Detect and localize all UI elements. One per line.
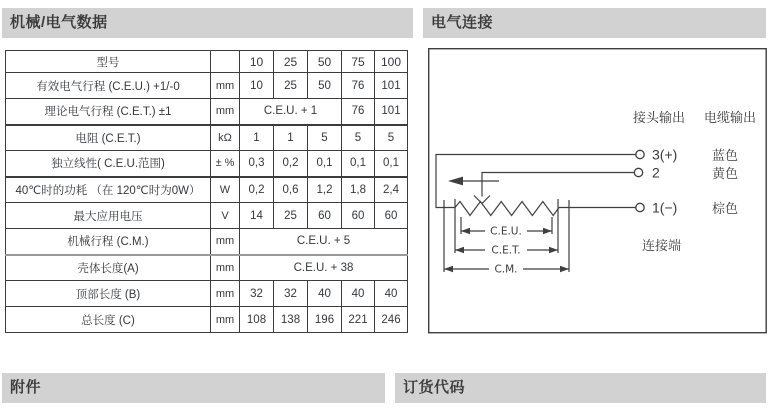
connection-diagram: [427, 48, 767, 334]
terminal-3-circle: [636, 150, 644, 158]
cell: 40: [375, 281, 408, 307]
header-col: 50: [308, 51, 342, 73]
wire-color-brown-label: 棕色: [712, 201, 739, 216]
cell: 76: [342, 99, 375, 125]
row-label: 独立线性( C.E.U.范围): [6, 151, 211, 177]
row-label: 有效电气行程 (C.E.U.) +1/-0: [6, 73, 211, 99]
cell: 0,6: [274, 177, 308, 203]
cell: 40: [342, 281, 375, 307]
cell: 32: [240, 281, 274, 307]
terminal-1-circle: [636, 203, 644, 211]
cell: 25: [274, 203, 308, 229]
row-unit: mm: [211, 307, 240, 333]
table-row: [6, 281, 408, 307]
pin-1-label: 1(−): [652, 199, 678, 216]
row-unit: V: [211, 203, 240, 229]
row-unit: kΩ: [211, 125, 240, 151]
terminal-2-circle: [634, 168, 642, 176]
pin-3-label: 3(+): [652, 146, 678, 163]
row-label: 理论电气行程 (C.E.T.) ±1: [6, 99, 211, 125]
cell: 1: [240, 125, 274, 151]
table-row: [6, 125, 408, 151]
cell: 5: [308, 125, 342, 151]
cell: 60: [375, 203, 408, 229]
cell: 0,1: [308, 151, 342, 177]
row-label: 机械行程 (C.M.): [6, 229, 211, 255]
table-row: [6, 229, 408, 255]
table-row: [6, 151, 408, 177]
row-label: 顶部长度 (B): [6, 281, 211, 307]
cell: 5: [342, 125, 375, 151]
connection-end-label: 连接端: [642, 238, 682, 253]
header-model-label: 型号: [6, 51, 211, 73]
cell: 138: [274, 307, 308, 333]
cell: 76: [342, 73, 375, 99]
cell: C.E.U. + 5: [240, 229, 408, 255]
row-unit: ± %: [211, 151, 240, 177]
cm-arrowhead-right: [560, 266, 569, 272]
wire-color-yellow-label: 黄色: [712, 166, 739, 181]
wire-terminal-2: [482, 173, 634, 197]
ceu-arrowhead-left: [461, 228, 470, 234]
cell: 2,4: [375, 177, 408, 203]
table-row: [6, 203, 408, 229]
cell: 101: [375, 73, 408, 99]
cet-arrowhead-left: [455, 247, 464, 253]
section-title-accessories: 附件: [2, 373, 385, 403]
row-label: 壳体长度(A): [6, 255, 211, 281]
circuit-wires: [436, 155, 636, 273]
row-unit: mm: [211, 255, 240, 281]
pin-2-label: 2: [652, 164, 660, 181]
dim-label-cm: C.M.: [494, 263, 518, 276]
row-unit: mm: [211, 229, 240, 255]
cm-arrowhead-left: [444, 266, 453, 272]
cell: 14: [240, 203, 274, 229]
row-label: 总长度 (C): [6, 307, 211, 333]
cell: 196: [308, 307, 342, 333]
cell: 40: [308, 281, 342, 307]
section-title-electrical-connection: 电气连接: [423, 8, 766, 38]
ceu-arrowhead-right: [543, 228, 552, 234]
cell: 101: [375, 99, 408, 125]
cell: 0,2: [274, 151, 308, 177]
cell: 50: [308, 73, 342, 99]
table-row: [6, 255, 408, 281]
table-row: [6, 307, 408, 333]
cell: 108: [240, 307, 274, 333]
cell: C.E.U. + 1: [240, 99, 342, 125]
section-title-mechanical-electrical-data: 机械/电气数据: [2, 8, 413, 38]
terminal-circles: [634, 150, 644, 211]
wiper-contact: [474, 196, 490, 204]
cell: 10: [240, 73, 274, 99]
cell: 246: [375, 307, 408, 333]
header-col: 10: [240, 51, 274, 73]
motion-arrowhead: [448, 177, 463, 186]
table-row: [6, 99, 408, 125]
header-col: 100: [375, 51, 408, 73]
table-header-row: [6, 51, 408, 73]
cell: 0,1: [375, 151, 408, 177]
cell: 0,2: [240, 177, 274, 203]
section-title-order-code: 订货代码: [395, 373, 766, 403]
row-unit: mm: [211, 281, 240, 307]
wire-color-blue-label: 蓝色: [712, 148, 739, 163]
row-label: 最大应用电压: [6, 203, 211, 229]
resistor-zigzag: [455, 202, 559, 216]
arrowheads: [444, 177, 569, 273]
header-unit-cell: [211, 51, 240, 73]
cell: 32: [274, 281, 308, 307]
row-label: 40℃时的功耗 （在 120℃时为0W）: [6, 177, 211, 203]
diagram-frame: [429, 49, 767, 333]
cell: C.E.U. + 38: [240, 255, 408, 281]
row-unit: W: [211, 177, 240, 203]
row-label: 电阻 (C.E.T.): [6, 125, 211, 151]
cell: 1: [274, 125, 308, 151]
table-row: [6, 73, 408, 99]
row-unit: mm: [211, 99, 240, 125]
dim-label-ceu: C.E.U.: [490, 225, 522, 238]
cell: 25: [274, 73, 308, 99]
cable-output-header: 电缆输出: [703, 110, 757, 125]
table-row: [6, 177, 408, 203]
cell: 1,2: [308, 177, 342, 203]
cell: 0,1: [342, 151, 375, 177]
dim-label-cet: C.E.T.: [491, 244, 521, 257]
cell: 221: [342, 307, 375, 333]
cell: 60: [342, 203, 375, 229]
cell: 60: [308, 203, 342, 229]
header-col: 75: [342, 51, 375, 73]
cell: 1,8: [342, 177, 375, 203]
connector-output-header: 接头输出: [632, 110, 686, 125]
header-col: 25: [274, 51, 308, 73]
cell: 5: [375, 125, 408, 151]
cet-arrowhead-right: [549, 247, 558, 253]
cell: 0,3: [240, 151, 274, 177]
spec-table: [5, 50, 408, 333]
row-unit: mm: [211, 73, 240, 99]
